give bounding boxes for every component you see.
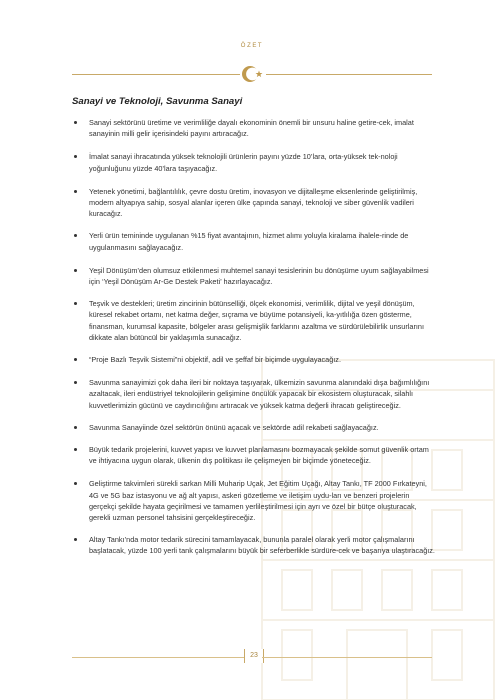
bullet-icon: [74, 190, 77, 193]
bullet-icon: [74, 302, 77, 305]
bullet-icon: [74, 234, 77, 237]
page-number: 23: [244, 649, 264, 663]
list-item: [72, 265, 436, 287]
bullet-icon: [74, 426, 77, 429]
list-item-text: İmalat sanayi ihracatında yüksek teknolojili ürünlerin payını yüzde 10’lara, orta-yüksek tek-noloji yoğunluğunu yüzde 40’lara taşıyacağız.: [89, 152, 398, 173]
crescent-star-icon: [240, 64, 266, 84]
list-item-text: Savunma Sanayiinde özel sektörün önünü açacak ve sektörde adil rekabeti sağlayacağız.: [89, 422, 379, 432]
list-item: [72, 117, 436, 139]
list-item-text: Teşvik ve destekleri; üretim zincirinin bütünselliği, ölçek ekonomisi, verimlilik, dijital ve yeşil dönüşüm, küresel rekabet ortamı, net katma değer, sıçrama ve büyüme potansiyeli, ka-yıtlılığa özen gösterme, finansman, kurumsal kapasite, bölgeler arası gelişmişlik farklarını azaltma ve sürdürülebilirlik unsurlarını dikkate alan bütüncül bir yaklaşımla sunacağız.: [89, 299, 424, 342]
header-label: ÖZET: [240, 43, 264, 49]
bullet-icon: [74, 269, 77, 272]
list-item-text: Büyük tedarik projelerini, kuvvet yapısı ve kuvvet planlamasını bozmayacak şekilde somut güvenlik ortam ve ihtiyacına uygun olarak, ülkenin dış politikası ile çelişmeyen bir biçimde yöneteceğiz.: [89, 445, 429, 466]
bullet-icon: [74, 482, 77, 485]
bullet-list: [72, 117, 436, 557]
list-item: [72, 354, 436, 365]
list-item: [72, 151, 436, 173]
bullet-icon: [74, 448, 77, 451]
list-item: [72, 377, 436, 411]
list-item-text: Yetenek yönetimi, bağlantılılık, çevre dostu üretim, inovasyon ve dijitalleşme eksenlerinde geliştirilmiş, modern altyapıya sahip, sosyal alanlar içeren ülke çapında sanayi, teknoloji ve siber güvenlik vadileri kuracağız.: [89, 186, 418, 219]
list-item: [72, 534, 436, 556]
list-item: [72, 478, 436, 523]
bullet-icon: [74, 381, 77, 384]
footer-rule-right: [262, 657, 432, 658]
list-item-text: Savunma sanayimizi çok daha ileri bir noktaya taşıyarak, ülkemizin savunma alanındaki dışa bağımlılığını azaltacak, ileri endüstriyel teknolojilerin gelişimine öncülük yapacak bir ekosistem oluşturacak, silahlı kuvvetlerimizin gücünü ve caydırıcılığını artıracak ve yüksek katma değerli ihracatı geliştireceğiz.: [89, 378, 430, 410]
bullet-icon: [74, 121, 77, 124]
bullet-icon: [74, 358, 77, 361]
list-item: [72, 422, 436, 433]
list-item: [72, 230, 436, 252]
header-rule-left: [72, 74, 240, 75]
list-item-text: Yerli ürün temininde uygulanan %15 fiyat avantajının, hizmet alımı yoluyla kiralama ihalele-rinde de uygulanmasını sağlayacağız.: [89, 231, 409, 252]
list-item-text: “Proje Bazlı Teşvik Sistemi”ni objektif, adil ve şeffaf bir biçimde uygulayacağız.: [89, 355, 341, 365]
bullet-icon: [74, 155, 77, 158]
list-item: [72, 186, 436, 220]
list-item: [72, 298, 436, 343]
list-item: [72, 444, 436, 466]
list-item-text: Sanayi sektörünü üretime ve verimliliğe dayalı ekonominin önemli bir unsuru haline getire-cek, imalat sanayinin milli gelir içerisindeki payını artıracağız.: [89, 118, 414, 139]
list-item-text: Altay Tankı’nda motor tedarik sürecini tamamlayacak, bununla paralel olarak yerli motor çalışmalarını başlatacak, yüzde 100 yerli tank çalışmalarını büyük bir seferberlikle sürdüre-cek ve başarıya ulaştıracağız.: [89, 535, 435, 556]
list-item-text: Geliştirme takvimleri sürekli sarkan Milli Muharip Uçak, Jet Eğitim Uçağı, Altay Tankı, TF 2000 Fırkateyni, 4G ve 5G baz istasyonu ve ağ alt yapısı, askeri gözetleme ve iletişim uydu-ları ve benzeri projelerin gerçekçi şekilde hayata geçirilmesi ve tamamen yerlileştirilmesi için ayrı ve özel bir bütçe oluşturacak, gerekli uzman personel tahsisini gerçekleştireceğiz.: [89, 479, 427, 523]
header-rule-right: [266, 74, 432, 75]
section-title: Sanayi ve Teknoloji, Savunma Sanayi: [72, 96, 243, 107]
bullet-icon: [74, 538, 77, 541]
list-item-text: Yeşil Dönüşüm’den olumsuz etkilenmesi muhtemel sanayi tesislerinin bu dönüşüme uyum sağlayabilmesi için ‘Yeşil Dönüşüm Ar-Ge Destek Paketi’ hazırlayacağız.: [89, 265, 429, 287]
footer-rule-left: [72, 657, 244, 658]
